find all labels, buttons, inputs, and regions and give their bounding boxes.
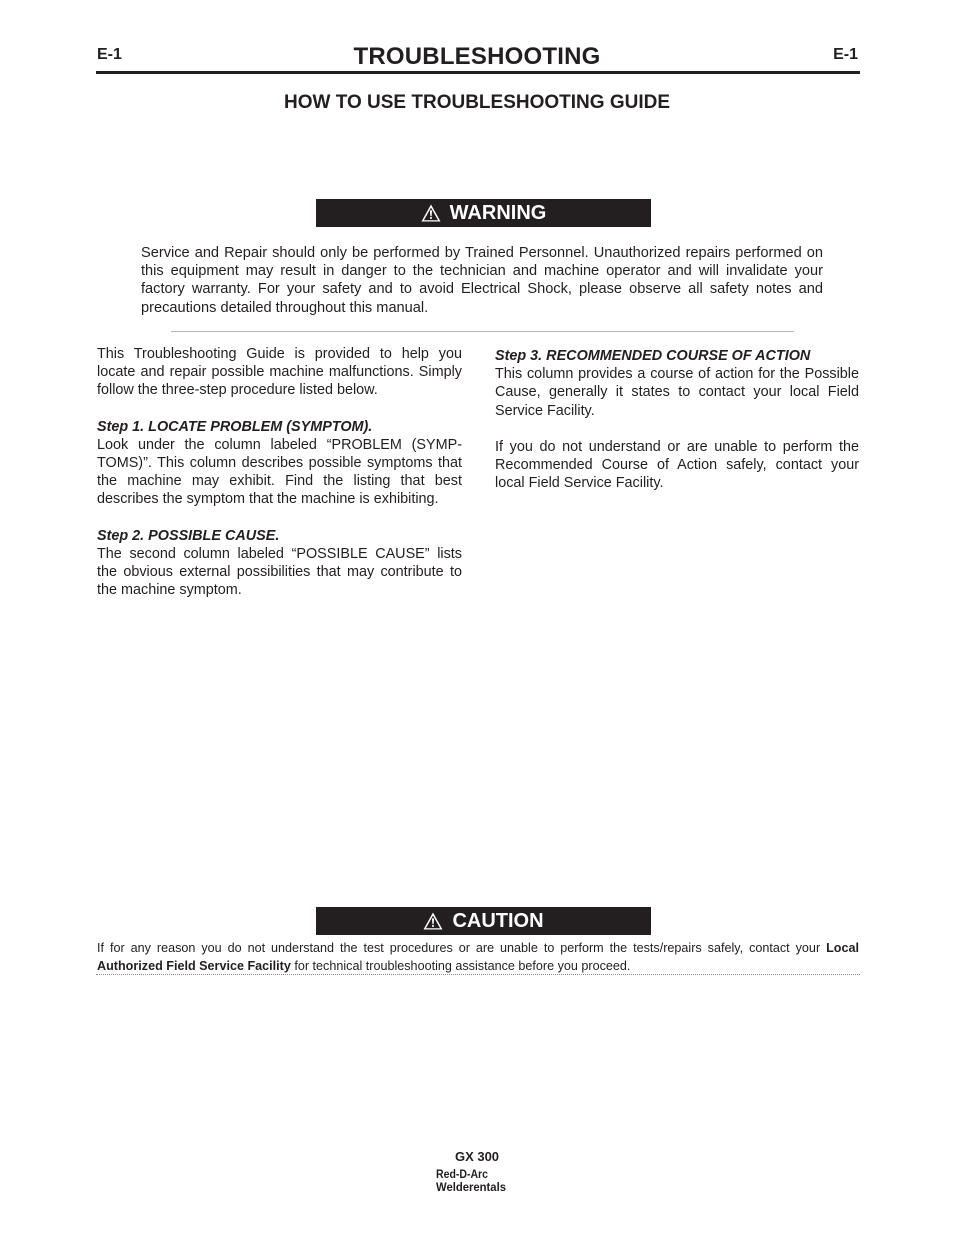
page-code-left: E-1 [97, 46, 122, 63]
caution-text [97, 939, 859, 975]
step3-title: Step 3. RECOMMENDED COURSE OF ACTION [495, 348, 811, 364]
step1-text: Look under the column labeled “PROBLEM (SYMP-TOMS)”. This column describes possible symptoms that the machine may exhibit. Find the listing that best describes the symptom that the machine is exhibiting. [97, 436, 462, 508]
section-divider [171, 331, 794, 332]
brand-line-1: Red-D-Arc [436, 1167, 489, 1181]
warning-triangle-icon [423, 912, 443, 930]
warning-label: WARNING [449, 201, 547, 224]
step1-title: Step 1. LOCATE PROBLEM (SYMPTOM). [97, 418, 373, 435]
caution-text-start: If for any reason you do not understand the test procedures or are unable to perform the tests/repairs safely, contact your [97, 941, 827, 955]
guide-closing: If you do not understand or are unable to perform the Recommended Course of Action safely, contact your local Field Service Facility. [495, 438, 859, 492]
caution-label: CAUTION [452, 909, 544, 932]
warning-triangle-icon [421, 204, 441, 222]
guide-left-column [97, 345, 462, 617]
step3-text: This column provides a course of action for the Possible Cause, generally it states to contact your local Field Service Facility. [495, 366, 859, 419]
footer-model: GX 300 [454, 1149, 500, 1164]
warning-text: Service and Repair should only be performed by Trained Personnel. Unauthorized repairs performed on this equipment may result in danger to the technician and machine operator and will invalidate your factory warranty. For your safety and to avoid Electrical Shock, please observe all safety notes and precautions detailed throughout this manual. [141, 245, 823, 316]
caution-banner [316, 907, 651, 935]
page-code-right: E-1 [833, 46, 858, 63]
caution-text-end: for technical troubleshooting assistance before you proceed. [290, 959, 631, 974]
section-title: HOW TO USE TROUBLESHOOTING GUIDE [284, 92, 670, 113]
page-title: TROUBLESHOOTING [353, 43, 601, 70]
brand-logo [434, 1166, 510, 1196]
brand-line-2: Welderentals [436, 1180, 507, 1194]
guide-right-column [495, 347, 859, 510]
caution-text-bold: Local Authorized Field Service Facility [97, 941, 859, 974]
step2-title: Step 2. POSSIBLE CAUSE. [97, 527, 280, 544]
title-rule [96, 71, 860, 74]
warning-banner [316, 199, 651, 227]
caution-divider [96, 974, 860, 975]
guide-intro: This Troubleshooting Guide is provided to help you locate and repair possible machine malfunctions. Simply follow the three-step procedure listed below. [97, 346, 462, 399]
step2-text: The second column labeled “POSSIBLE CAUSE” lists the obvious external possibilities that may contribute to the machine symptom. [97, 545, 462, 599]
